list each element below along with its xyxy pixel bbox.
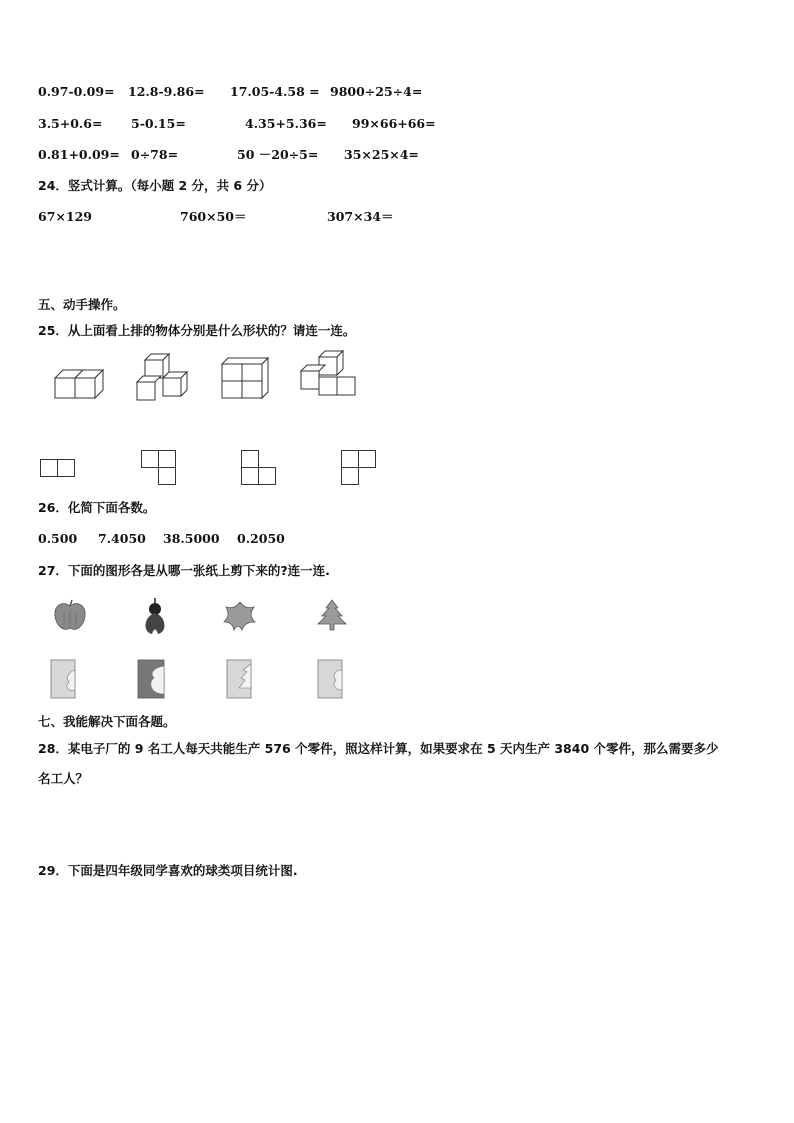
calc-item: 50 －20÷5= (237, 147, 319, 162)
calc-item: 17.05-4.58 = (230, 84, 320, 99)
cut-paper-1-icon (51, 660, 77, 700)
question-27-title: 27．下面的图形各是从哪一张纸上剪下来的?连一连. (38, 563, 330, 578)
question-25-title: 25．从上面看上排的物体分别是什么形状的？请连一连。 (38, 323, 356, 338)
top-view-option-4 (341, 450, 377, 486)
calc-item: 9800÷25÷4= (330, 84, 423, 99)
vertical-calc-item: 760×50＝ (180, 209, 247, 224)
vertical-calc-item: 307×34＝ (327, 209, 394, 224)
cube-stack-2 (137, 352, 189, 404)
cube-stack-1 (55, 362, 105, 402)
decimal-item: 7.4050 (98, 531, 146, 546)
cube-stack-3 (222, 356, 272, 402)
calc-item: 5-0.15= (131, 116, 186, 131)
question-28-line-2: 名工人？ (38, 771, 89, 786)
calc-item: 35×25×4= (344, 147, 419, 162)
top-view-option-1 (40, 459, 76, 477)
apple-shape-icon (52, 598, 88, 634)
decimal-item: 0.2050 (237, 531, 285, 546)
calc-item: 99×66+66= (352, 116, 436, 131)
vertical-calc-item: 67×129 (38, 209, 92, 224)
cut-paper-3-icon (227, 660, 253, 700)
section-7-title: 七、我能解决下面各题。 (38, 714, 176, 729)
gourd-shape-icon (140, 598, 170, 636)
section-5-title: 五、动手操作。 (38, 297, 126, 312)
question-28-line-1: 28．某电子厂的 9 名工人每天共能生产 576 个零件，照这样计算，如果要求在 5 天内生产 3840 个零件，那么需要多少 (38, 741, 719, 756)
calc-item: 3.5+0.6= (38, 116, 103, 131)
question-26-title: 26．化简下面各数。 (38, 500, 156, 515)
top-view-option-2 (141, 450, 177, 486)
cube-stack-4 (301, 349, 357, 401)
top-view-option-3 (241, 450, 277, 486)
calc-item: 4.35+5.36= (245, 116, 327, 131)
decimal-item: 0.500 (38, 531, 78, 546)
calc-item: 0.97-0.09= (38, 84, 115, 99)
question-24-title: 24．竖式计算。（每小题 2 分，共 6 分） (38, 178, 272, 193)
cut-paper-2-icon (138, 660, 166, 700)
calc-item: 0.81+0.09= (38, 147, 120, 162)
cut-paper-4-icon (318, 660, 344, 700)
decimal-item: 38.5000 (163, 531, 220, 546)
flower-shape-icon (222, 598, 258, 632)
calc-item: 12.8-9.86= (128, 84, 205, 99)
tree-shape-icon (316, 598, 348, 632)
calc-item: 0÷78= (131, 147, 179, 162)
question-29-title: 29．下面是四年级同学喜欢的球类项目统计图. (38, 863, 298, 878)
